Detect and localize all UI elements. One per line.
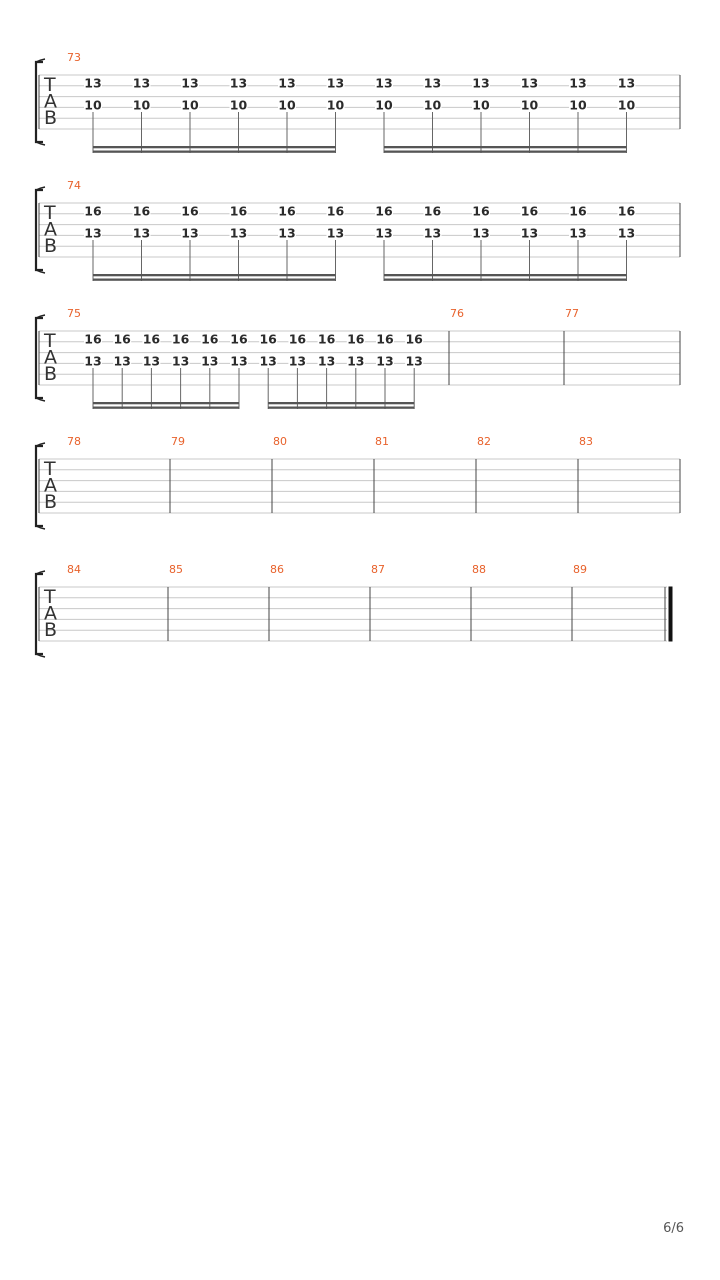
fret-number-string-2: 16 [520,203,539,219]
measure-number: 83 [579,435,593,448]
measure-number: 77 [565,307,579,320]
tab-clef-letter: T [44,458,56,480]
measure-number: 85 [169,563,183,576]
measure-number: 86 [270,563,284,576]
fret-number-string-2: 16 [278,203,296,219]
fret-number-string-2: 16 [113,331,131,347]
tab-system [36,563,673,657]
measure-number: 80 [273,435,287,448]
fret-number-string-2: 13 [229,75,248,91]
fret-number-string-4: 10 [617,97,636,113]
fret-number-string-4: 10 [472,97,490,113]
fret-number-string-2: 16 [288,331,307,347]
fret-number-string-4: 13 [617,225,636,241]
measure-number: 82 [477,435,491,448]
measure-number: 89 [573,563,587,576]
fret-number-string-2: 16 [84,203,102,219]
fret-number-string-4: 13 [201,353,219,369]
fret-number-string-2: 16 [347,331,365,347]
measure-number: 73 [67,51,81,64]
fret-number-string-2: 16 [423,203,442,219]
fret-number-string-2: 16 [569,203,587,219]
fret-number-string-4: 13 [326,225,345,241]
tab-clef-letter: A [44,602,57,625]
tab-clef-letter: B [44,619,58,641]
fret-number-string-2: 16 [317,331,336,347]
fret-number-string-2: 16 [181,203,199,219]
tab-clef-letter: A [44,346,57,369]
fret-number-string-4: 13 [520,225,539,241]
fret-number-string-4: 13 [230,353,248,369]
measure-number: 75 [67,307,81,320]
fret-number-string-4: 10 [84,97,102,113]
measure-number: 84 [67,563,81,576]
fret-number-string-4: 13 [288,353,307,369]
fret-number-string-2: 16 [259,331,277,347]
fret-number-string-4: 13 [84,225,102,241]
tab-clef-letter: B [44,107,58,129]
fret-number-string-4: 13 [229,225,248,241]
measure-number: 87 [371,563,385,576]
tab-system [36,435,680,529]
beam [384,279,627,281]
fret-number-string-4: 13 [113,353,131,369]
fret-number-string-4: 10 [569,97,587,113]
fret-number-string-4: 13 [171,353,190,369]
beam [93,279,336,281]
fret-number-string-4: 13 [278,225,296,241]
fret-number-string-4: 10 [229,97,248,113]
fret-number-string-2: 13 [520,75,539,91]
fret-number-string-4: 10 [326,97,345,113]
tab-clef-letter: A [44,474,57,497]
beam [384,151,627,153]
fret-number-string-2: 13 [617,75,636,91]
tab-system [36,179,680,281]
fret-number-string-2: 16 [142,331,161,347]
fret-number-string-2: 16 [84,331,102,347]
fret-number-string-4: 13 [259,353,277,369]
fret-number-string-2: 16 [375,203,393,219]
fret-number-string-2: 13 [84,75,102,91]
fret-number-string-2: 16 [326,203,345,219]
fret-number-string-2: 16 [376,331,394,347]
fret-number-string-4: 13 [347,353,365,369]
fret-number-string-2: 16 [617,203,636,219]
tab-clef-letter: A [44,90,57,113]
fret-number-string-2: 13 [326,75,345,91]
beam [93,146,336,148]
beam [268,407,414,409]
fret-number-string-2: 13 [472,75,490,91]
fret-number-string-4: 10 [278,97,296,113]
tab-clef-letter: T [44,74,56,96]
fret-number-string-2: 16 [230,331,248,347]
page-number: 6/6 [663,1221,684,1236]
measure-number: 74 [67,179,81,192]
fret-number-string-4: 13 [376,353,394,369]
fret-number-string-2: 13 [278,75,296,91]
fret-number-string-2: 13 [569,75,587,91]
fret-number-string-2: 13 [132,75,151,91]
fret-number-string-4: 13 [132,225,151,241]
beam [93,402,239,404]
fret-number-string-4: 13 [423,225,442,241]
fret-number-string-4: 10 [181,97,199,113]
beam [384,146,627,148]
fret-number-string-4: 10 [375,97,393,113]
fret-number-string-4: 10 [520,97,539,113]
tab-clef-letter: A [44,218,57,241]
fret-number-string-2: 13 [181,75,199,91]
fret-number-string-4: 13 [84,353,102,369]
measure-number: 78 [67,435,81,448]
beam [93,274,336,276]
measure-number: 76 [450,307,464,320]
fret-number-string-2: 16 [405,331,423,347]
tab-clef-letter: T [44,330,56,352]
beam [268,402,414,404]
fret-number-string-4: 13 [405,353,423,369]
fret-number-string-2: 16 [229,203,248,219]
tab-clef-letter: B [44,235,58,257]
fret-number-string-4: 13 [317,353,336,369]
fret-number-string-4: 13 [181,225,199,241]
fret-number-string-4: 13 [569,225,587,241]
tab-clef-letter: T [44,202,56,224]
beam [93,151,336,153]
tab-clef-letter: B [44,491,58,513]
fret-number-string-2: 16 [201,331,219,347]
tab-system [36,307,680,409]
fret-number-string-4: 13 [142,353,161,369]
final-barline-thick [669,587,673,642]
measure-number: 81 [375,435,389,448]
fret-number-string-2: 13 [423,75,442,91]
fret-number-string-4: 13 [472,225,490,241]
tab-clef-letter: T [44,586,56,608]
beam [384,274,627,276]
fret-number-string-2: 16 [171,331,190,347]
fret-number-string-2: 16 [132,203,151,219]
tab-clef-letter: B [44,363,58,385]
measure-number: 79 [171,435,185,448]
fret-number-string-4: 13 [375,225,393,241]
fret-number-string-4: 10 [423,97,442,113]
fret-number-string-2: 16 [472,203,490,219]
beam [93,407,239,409]
fret-number-string-4: 10 [132,97,151,113]
tab-system [36,51,680,153]
fret-number-string-2: 13 [375,75,393,91]
measure-number: 88 [472,563,486,576]
